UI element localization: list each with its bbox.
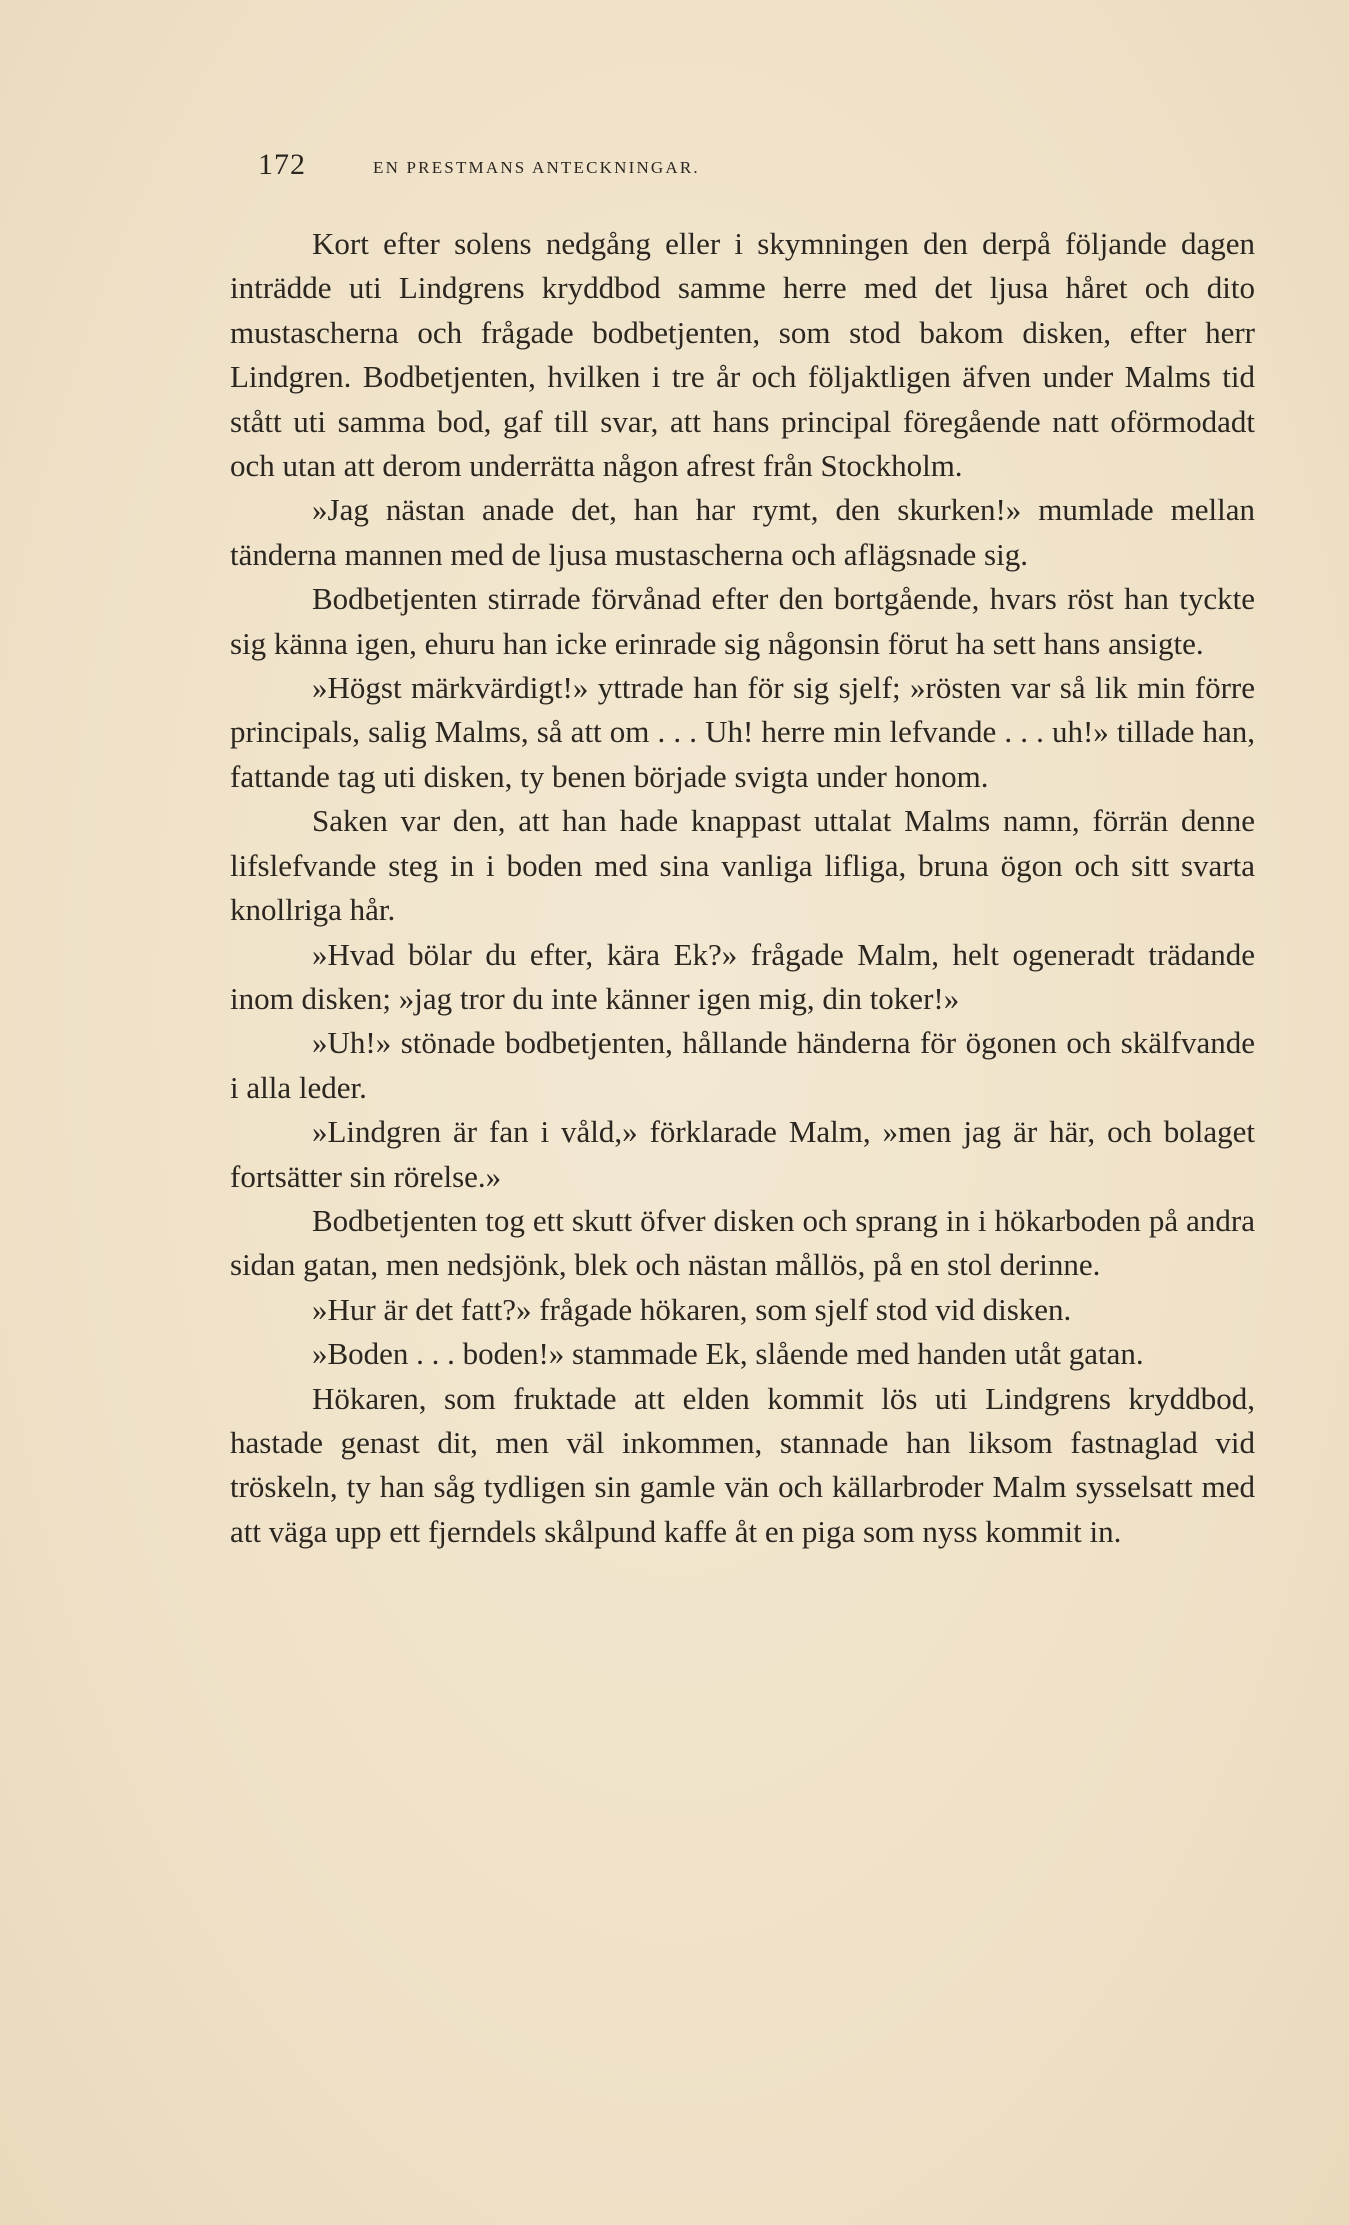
paragraph: Bodbetjenten stirrade förvånad efter den bortgående, hvars röst han tyckte sig känna igen, ehuru han icke erinrade sig någonsin förut ha sett hans ansigte. [230,581,1255,661]
paragraph: Hökaren, som fruktade att elden kommit lös uti Lindgrens kryddbod, hastade genast dit, men väl inkommen, stannade han liksom fastnaglad vid tröskeln, ty han såg tydligen sin gamle vän och källarbroder Malm sysselsatt med att väga upp ett fjerndels skålpund kaffe åt en piga som nyss kommit in. [230,1380,1255,1549]
body-text [230,222,1255,1554]
paragraph: »Uh!» stönade bodbetjenten, hållande händerna för ögonen och skälfvande i alla leder. [230,1025,1255,1105]
paragraph: Bodbetjenten tog ett skutt öfver disken och sprang in i hökarboden på andra sidan gatan, men nedsjönk, blek och nästan mållös, på en stol derinne. [230,1202,1255,1283]
paragraph: »Hvad bölar du efter, kära Ek?» frågade Malm, helt ogeneradt trädande inom disken; »jag tror du inte känner igen mig, din toker!» [230,936,1255,1016]
paragraph: »Hur är det fatt?» frågade hökaren, som sjelf stod vid disken. [312,1291,1072,1327]
running-head: EN PRESTMANS ANTECKNINGAR. [373,158,700,177]
paragraph: Saken var den, att han hade knappast uttalat Malms namn, förrän denne lifslefvande steg in i boden med sina vanliga lifliga, bruna ögon och sitt svarta knollriga hår. [230,803,1255,928]
page-header [258,148,1118,192]
paragraph: »Högst märkvärdigt!» yttrade han för sig sjelf; »rösten var så lik min förre principals, salig Malms, så att om . . . Uh! herre min lefvande . . . uh!» tillade han, fattande tag uti disken, ty benen började svigta under honom. [230,670,1255,794]
paragraph: »Lindgren är fan i våld,» förklarade Malm, »men jag är här, och bolaget fortsätter sin rörelse.» [230,1114,1255,1194]
paragraph: »Boden . . . boden!» stammade Ek, slående med handen utåt gatan. [312,1336,1144,1372]
paragraph: Kort efter solens nedgång eller i skymningen den derpå följande dagen inträdde uti Lindgrens kryddbod samme herre med det ljusa håret och dito mustascherna och frågade bodbetjenten, som stod bakom disken, efter herr Lindgren. Bodbetjenten, hvilken i tre år och följaktligen äfven under Malms tid stått uti samma bod, gaf till svar, att hans principal föregående natt oförmodadt och utan att derom underrätta någon afrest från Stockholm. [230,226,1255,484]
page-number: 172 [258,148,306,181]
paragraph: »Jag nästan anade det, han har rymt, den skurken!» mumlade mellan tänderna mannen med de ljusa mustascherna och aflägsnade sig. [230,492,1255,572]
